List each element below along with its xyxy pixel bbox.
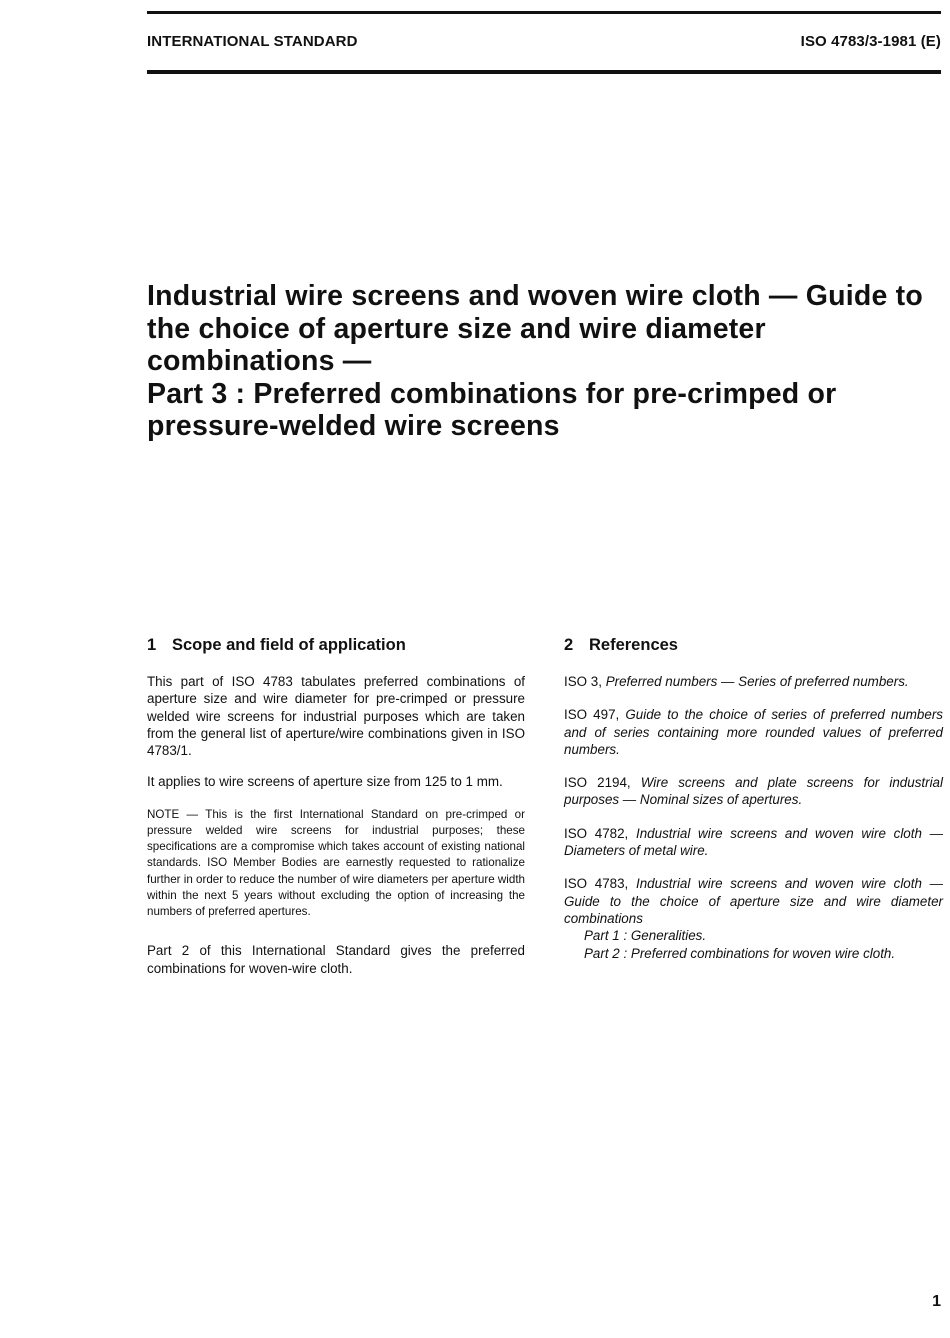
top-rule: [147, 11, 941, 14]
section-scope: [147, 636, 525, 977]
section-number: 2: [564, 636, 574, 654]
reference-code: ISO 4782,: [564, 825, 629, 841]
reference-code: ISO 3,: [564, 674, 602, 689]
document-title: [147, 280, 937, 443]
reference-subpart: Part 1 : Generalities.: [584, 928, 707, 944]
reference-item: [564, 673, 943, 690]
title-line: Industrial wire screens and woven wire cloth — Guide to: [147, 280, 923, 312]
title-line: the choice of aperture size and wire diameter: [147, 312, 766, 345]
page-number: 1: [932, 1293, 941, 1310]
reference-title: Guide to the choice of series of preferred numbers and of series containing more rounded values of preferred numbers.: [564, 707, 943, 757]
section-heading: [147, 636, 525, 655]
reference-code: ISO 4783,: [564, 876, 629, 892]
reference-title: Industrial wire screens and woven wire cloth — Guide to the choice of aperture size and wire diameter combinations: [564, 876, 943, 926]
header-bottom-rule: [147, 70, 941, 74]
section-heading: [564, 636, 943, 655]
reference-title: Preferred numbers — Series of preferred numbers.: [605, 674, 909, 689]
section-title: References: [589, 636, 678, 654]
reference-title: Industrial wire screens and woven wire cloth — Diameters of metal wire.: [564, 825, 943, 859]
section-references: [564, 636, 943, 962]
reference-code: ISO 2194,: [564, 775, 631, 791]
reference-code: ISO 497,: [564, 707, 620, 723]
section-title: Scope and field of application: [172, 636, 406, 654]
header-standard-label: INTERNATIONAL STANDARD: [147, 33, 358, 50]
title-line: pressure-welded wire screens: [147, 410, 560, 442]
section-number: 1: [147, 636, 157, 654]
scope-paragraph: It applies to wire screens of aperture size from 125 to 1 mm.: [147, 774, 503, 790]
reference-item: [564, 825, 943, 860]
scope-paragraph: This part of ISO 4783 tabulates preferred combinations of aperture size and wire diameter for pre-crimped or pressure welded wire screens for industrial purposes which are taken from the general list of aperture/wire combinations given in ISO 4783/1.: [147, 674, 525, 759]
title-line: Part 3 : Preferred combinations for pre-crimped or: [147, 377, 837, 410]
reference-subpart: Part 2 : Preferred combinations for woven wire cloth.: [584, 945, 896, 961]
header-document-number: ISO 4783/3-1981 (E): [800, 33, 941, 50]
title-line: combinations —: [147, 345, 372, 377]
reference-item: [564, 875, 943, 927]
reference-item: [564, 706, 943, 758]
reference-title: Wire screens and plate screens for industrial purposes — Nominal sizes of apertures.: [564, 775, 943, 808]
reference-item: [564, 774, 943, 809]
scope-note: NOTE — This is the first International Standard on pre-crimped or pressure welded wire screens for industrial purposes; these specifications are a compromise which takes account of existing national standards. ISO Member Bodies are earnestly requested to rationalize further in order to reduce the number of wire diameters per aperture width within the next 5 years without excluding the option of increasing the numbers of preferred apertures.: [147, 807, 525, 918]
scope-paragraph: Part 2 of this International Standard gives the preferred combinations for woven-wire cloth.: [147, 943, 525, 976]
